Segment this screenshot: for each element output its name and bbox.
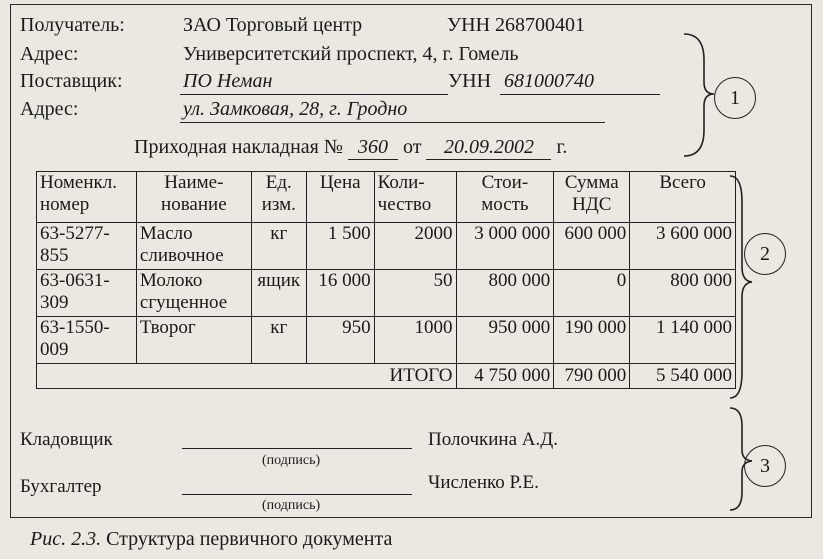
cell-price: 16 000	[306, 270, 374, 317]
cell-name: Молоко сгущенное	[136, 270, 251, 317]
address2-underline	[180, 122, 605, 123]
title-from: от	[402, 136, 422, 158]
recipient-label: Получатель:	[20, 14, 125, 36]
storekeeper-label: Кладовщик	[20, 429, 113, 450]
storekeeper-name: Полочкина А.Д.	[428, 429, 558, 450]
total-cost: 4 750 000	[456, 364, 554, 389]
supplier-unn-underline	[500, 94, 660, 95]
header-code: Номенкл. номер	[37, 172, 137, 223]
callout-3: 3	[744, 445, 786, 487]
total-blank-cell	[37, 364, 137, 389]
table-header-row	[37, 172, 736, 223]
cell-vat: 600 000	[554, 223, 630, 270]
supplier-unn: 681000740	[504, 70, 594, 92]
cell-price: 1 500	[306, 223, 374, 270]
cell-name: Масло сливочное	[136, 223, 251, 270]
cell-cost: 950 000	[456, 317, 554, 364]
accountant-signature-line	[182, 494, 412, 495]
cell-qty: 1000	[374, 317, 456, 364]
invoice-number: 360	[348, 136, 398, 160]
accountant-label: Бухгалтер	[20, 476, 102, 497]
invoice-table	[36, 171, 736, 389]
title-suffix: г.	[556, 136, 568, 158]
figure-caption-text: Структура первичного документа	[106, 528, 393, 550]
recipient-unn: УНН 268700401	[447, 14, 586, 36]
table-row	[37, 317, 736, 364]
figure-caption	[30, 528, 392, 551]
cell-vat: 0	[554, 270, 630, 317]
cell-total: 800 000	[630, 270, 736, 317]
title-text: Приходная накладная №	[134, 136, 343, 158]
header-vat: Сумма НДС	[554, 172, 630, 223]
cell-unit: кг	[251, 223, 306, 270]
storekeeper-signature-line	[182, 448, 412, 449]
table-row	[37, 270, 736, 317]
header-price: Цена	[306, 172, 374, 223]
supplier-name: ПО Неман	[183, 70, 273, 92]
header-qty: Коли- чество	[374, 172, 456, 223]
supplier-unn-label: УНН	[448, 70, 492, 92]
supplier-underline	[180, 94, 448, 95]
table-total-row	[37, 364, 736, 389]
figure-number: Рис. 2.3.	[30, 528, 102, 550]
address1-value: Университетский проспект, 4, г. Гомель	[183, 43, 519, 65]
cell-code: 63-1550- 009	[37, 317, 137, 364]
brace-2-icon	[726, 172, 756, 402]
address1-label: Адрес:	[20, 43, 79, 65]
address2-label: Адрес:	[20, 98, 79, 120]
cell-cost: 3 000 000	[456, 223, 554, 270]
cell-total: 3 600 000	[630, 223, 736, 270]
cell-name: Творог	[136, 317, 251, 364]
total-label: ИТОГО	[136, 364, 456, 389]
accountant-name: Численко Р.Е.	[428, 472, 539, 493]
total-vat: 790 000	[554, 364, 630, 389]
cell-price: 950	[306, 317, 374, 364]
table-row	[37, 223, 736, 270]
cell-total: 1 140 000	[630, 317, 736, 364]
invoice-date: 20.09.2002	[426, 136, 551, 160]
supplier-label: Поставщик:	[20, 70, 123, 92]
callout-1: 1	[714, 77, 756, 119]
callout-2: 2	[744, 233, 786, 275]
header-unit: Ед. изм.	[251, 172, 306, 223]
cell-unit: кг	[251, 317, 306, 364]
cell-unit: ящик	[251, 270, 306, 317]
cell-cost: 800 000	[456, 270, 554, 317]
cell-code: 63-0631- 309	[37, 270, 137, 317]
header-cost: Стои- мость	[456, 172, 554, 223]
cell-qty: 50	[374, 270, 456, 317]
cell-vat: 190 000	[554, 317, 630, 364]
cell-code: 63-5277- 855	[37, 223, 137, 270]
document-title	[134, 136, 567, 160]
recipient-name: ЗАО Торговый центр	[183, 14, 363, 36]
cell-qty: 2000	[374, 223, 456, 270]
storekeeper-signature-hint: (подпись)	[262, 453, 321, 468]
address2-value: ул. Замковая, 28, г. Гродно	[183, 98, 408, 120]
accountant-signature-hint: (подпись)	[262, 498, 321, 513]
total-all: 5 540 000	[630, 364, 736, 389]
header-total: Всего	[630, 172, 736, 223]
header-name: Наиме- нование	[136, 172, 251, 223]
